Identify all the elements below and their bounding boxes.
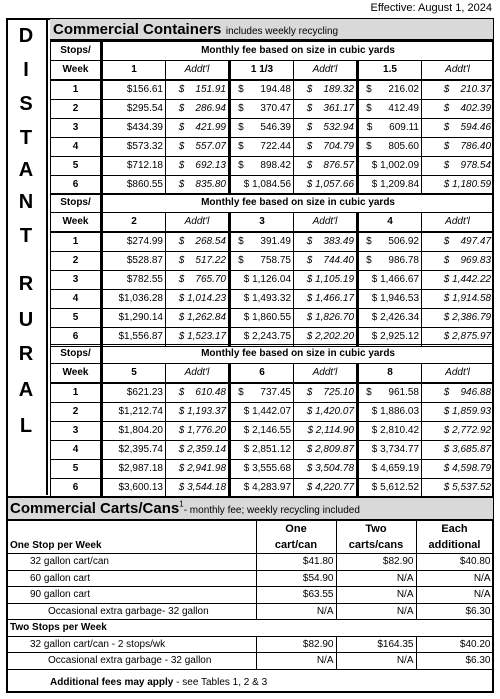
cart-fee: N/A: [256, 603, 336, 620]
distant-rural-label: [6, 18, 48, 495]
stops-value: 2: [51, 252, 102, 271]
fee-cell: $ 361.17: [294, 100, 358, 119]
fee-cell: $1,290.14: [102, 309, 166, 328]
fee-cell: $ 2,114.90: [294, 422, 358, 441]
fee-cell: $ 898.42: [230, 157, 294, 176]
col-each-additional-line1: Each: [416, 521, 493, 538]
fee-cell: $ 2,202.20: [294, 328, 358, 347]
side-letter: U: [18, 309, 34, 331]
side-letter: T: [19, 127, 33, 149]
fee-cell: $ 4,283.97: [230, 479, 294, 498]
fee-cell: $ 1,466.17: [294, 290, 358, 309]
table-row: [51, 80, 494, 100]
size-row: [51, 213, 494, 233]
carts-row: [8, 570, 493, 587]
fee-cell: $ 2,941.98: [166, 460, 230, 479]
carts-row: [8, 587, 493, 604]
table-row: [51, 100, 494, 119]
stops-value: 2: [51, 403, 102, 422]
side-letter: S: [19, 93, 33, 115]
table-row: [51, 403, 494, 422]
fee-cell: $ 946.88: [422, 383, 494, 403]
table-row: [51, 157, 494, 176]
stops-value: 6: [51, 176, 102, 195]
fee-cell: $ 1,193.37: [166, 403, 230, 422]
fee-cell: $ 969.83: [422, 252, 494, 271]
commercial-containers-header: [50, 19, 493, 41]
fee-cell: $ 1,420.07: [294, 403, 358, 422]
fee-cell: $ 1,014.23: [166, 290, 230, 309]
fee-cell: $ 2,925.12: [358, 328, 422, 347]
fee-cell: $ 744.40: [294, 252, 358, 271]
fee-cell: $ 383.49: [294, 232, 358, 252]
week-label: Week: [51, 61, 102, 81]
fee-cell: $621.23: [102, 383, 166, 403]
col-one-cart-line2: cart/can: [256, 537, 336, 554]
cart-fee: $82.90: [336, 554, 416, 571]
fee-header: Monthly fee based on size in cubic yards: [102, 194, 494, 213]
cart-fee: $6.30: [416, 653, 493, 670]
cart-fee: N/A: [416, 570, 493, 587]
fee-cell: $ 835.80: [166, 176, 230, 195]
table-row: [51, 271, 494, 290]
fee-cell: $712.18: [102, 157, 166, 176]
fee-cell: $ 876.57: [294, 157, 358, 176]
fee-cell: $ 1,442.07: [230, 403, 294, 422]
cart-fee: N/A: [336, 603, 416, 620]
fee-cell: $ 546.39: [230, 119, 294, 138]
header-row: [51, 42, 494, 61]
stops-value: 1: [51, 383, 102, 403]
fee-cell: $ 151.91: [166, 80, 230, 100]
side-letter: A: [18, 379, 34, 401]
fee-cell: $ 725.10: [294, 383, 358, 403]
fee-cell: $ 2,810.42: [358, 422, 422, 441]
cart-fee: $40.80: [416, 554, 493, 571]
fee-cell: $ 3,685.87: [422, 441, 494, 460]
fee-cell: $ 194.48: [230, 80, 294, 100]
size-header: 2: [102, 213, 166, 233]
carts-table: [8, 520, 494, 670]
addtl-header: Addt'l: [422, 364, 494, 384]
fee-cell: $ 2,359.14: [166, 441, 230, 460]
side-letter: N: [18, 191, 34, 213]
addtl-header: Addt'l: [422, 61, 494, 81]
commercial-containers-subtitle: includes weekly recycling: [225, 26, 339, 37]
stops-label: Stops/: [51, 42, 102, 61]
fee-cell: $ 2,851.12: [230, 441, 294, 460]
fee-cell: $ 737.45: [230, 383, 294, 403]
addtl-header: Addt'l: [166, 213, 230, 233]
fee-cell: $ 370.47: [230, 100, 294, 119]
col-one-cart-line1: One: [256, 521, 336, 538]
fee-cell: $ 286.94: [166, 100, 230, 119]
fee-header: Monthly fee based on size in cubic yards: [102, 345, 494, 364]
size-header: 8: [358, 364, 422, 384]
fee-cell: $ 216.02: [358, 80, 422, 100]
stops-value: 3: [51, 119, 102, 138]
header-row: [51, 194, 494, 213]
fee-cell: $295.54: [102, 100, 166, 119]
carts-subtitle: - monthly fee; weekly recycling included: [183, 505, 360, 516]
cart-fee: N/A: [416, 587, 493, 604]
fee-cell: $ 978.54: [422, 157, 494, 176]
carts-footnote-marker: 1: [179, 499, 184, 509]
fee-cell: $1,556.87: [102, 328, 166, 347]
fee-cell: $ 210.37: [422, 80, 494, 100]
stops-value: 4: [51, 441, 102, 460]
cart-label: 90 gallon cart: [8, 587, 256, 604]
fee-cell: $2,395.74: [102, 441, 166, 460]
stops-value: 2: [51, 100, 102, 119]
fee-cell: $ 1,126.04: [230, 271, 294, 290]
container-fee-table-2: [50, 193, 494, 347]
cart-fee: N/A: [336, 653, 416, 670]
fee-cell: $ 805.60: [358, 138, 422, 157]
size-header: 6: [230, 364, 294, 384]
stops-value: 4: [51, 138, 102, 157]
fee-cell: $ 3,544.18: [166, 479, 230, 498]
addtl-header: Addt'l: [422, 213, 494, 233]
fee-cell: $ 961.58: [358, 383, 422, 403]
effective-date: Effective: August 1, 2024: [370, 2, 492, 14]
stops-value: 5: [51, 157, 102, 176]
fee-cell: $ 3,504.78: [294, 460, 358, 479]
blank-cell: [8, 521, 256, 538]
fee-cell: $ 2,243.75: [230, 328, 294, 347]
week-label: Week: [51, 213, 102, 233]
table-row: [51, 441, 494, 460]
fee-cell: $ 4,659.19: [358, 460, 422, 479]
fee-cell: $ 1,493.32: [230, 290, 294, 309]
size-row: [51, 61, 494, 81]
fee-cell: $156.61: [102, 80, 166, 100]
fee-cell: $ 1,084.56: [230, 176, 294, 195]
fee-cell: $ 421.99: [166, 119, 230, 138]
fee-cell: $ 1,002.09: [358, 157, 422, 176]
fee-cell: $860.55: [102, 176, 166, 195]
fee-cell: $ 2,809.87: [294, 441, 358, 460]
fee-cell: $ 1,105.19: [294, 271, 358, 290]
carts-title: Commercial Carts/Cans: [10, 500, 180, 517]
cart-label: 32 gallon cart/can: [8, 554, 256, 571]
fee-cell: $ 1,859.93: [422, 403, 494, 422]
table-row: [51, 422, 494, 441]
table-row: [51, 138, 494, 157]
fee-cell: $ 391.49: [230, 232, 294, 252]
fee-cell: $573.32: [102, 138, 166, 157]
stops-value: 5: [51, 309, 102, 328]
fee-cell: $ 506.92: [358, 232, 422, 252]
side-letter: R: [18, 343, 34, 365]
fee-cell: $ 4,598.79: [422, 460, 494, 479]
carts-row: [8, 554, 493, 571]
fee-cell: $ 1,523.17: [166, 328, 230, 347]
fee-cell: $ 1,826.70: [294, 309, 358, 328]
cart-fee: $82.90: [256, 636, 336, 653]
carts-row: [8, 653, 493, 670]
size-header: 3: [230, 213, 294, 233]
fee-cell: $ 722.44: [230, 138, 294, 157]
cart-label: Occasional extra garbage - 32 gallon: [8, 653, 256, 670]
table-row: [51, 460, 494, 479]
fee-cell: $528.87: [102, 252, 166, 271]
stops-value: 6: [51, 328, 102, 347]
stops-value: 1: [51, 80, 102, 100]
size-header: 4: [358, 213, 422, 233]
fee-cell: $ 557.07: [166, 138, 230, 157]
table-row: [51, 309, 494, 328]
fee-cell: $ 758.75: [230, 252, 294, 271]
cart-fee: $54.90: [256, 570, 336, 587]
container-fee-table-3: [50, 344, 494, 498]
section-row: [8, 620, 493, 637]
stops-value: 4: [51, 290, 102, 309]
col-each-additional-line2: additional: [416, 537, 493, 554]
size-row: [51, 364, 494, 384]
week-label: Week: [51, 364, 102, 384]
cart-fee: $164.35: [336, 636, 416, 653]
section-one-stop: One Stop per Week: [8, 537, 256, 554]
header-row: [51, 345, 494, 364]
fee-cell: $ 609.11: [358, 119, 422, 138]
fee-cell: $ 1,057.66: [294, 176, 358, 195]
fee-cell: $1,804.20: [102, 422, 166, 441]
stops-label: Stops/: [51, 345, 102, 364]
col-two-carts-line1: Two: [336, 521, 416, 538]
fee-header: Monthly fee based on size in cubic yards: [102, 42, 494, 61]
cart-label: 60 gallon cart: [8, 570, 256, 587]
table-row: [51, 252, 494, 271]
cart-fee: $40.20: [416, 636, 493, 653]
fee-cell: $ 986.78: [358, 252, 422, 271]
cart-label: Occasional extra garbage- 32 gallon: [8, 603, 256, 620]
fee-cell: $ 786.40: [422, 138, 494, 157]
commercial-carts-header: [8, 496, 493, 520]
fee-cell: $ 692.13: [166, 157, 230, 176]
fee-cell: $ 3,555.68: [230, 460, 294, 479]
addtl-header: Addt'l: [166, 61, 230, 81]
fee-cell: $ 5,612.52: [358, 479, 422, 498]
stops-value: 3: [51, 422, 102, 441]
table-row: [51, 232, 494, 252]
table-row: [51, 290, 494, 309]
fee-cell: $ 402.39: [422, 100, 494, 119]
fee-cell: $ 704.79: [294, 138, 358, 157]
fee-cell: $ 1,914.58: [422, 290, 494, 309]
side-letter: D: [18, 25, 34, 47]
section-two-stops: Two Stops per Week: [8, 620, 256, 637]
fee-cell: $ 189.32: [294, 80, 358, 100]
fee-cell: $ 517.22: [166, 252, 230, 271]
fee-cell: $ 1,262.84: [166, 309, 230, 328]
fee-cell: $ 497.47: [422, 232, 494, 252]
fee-cell: $ 2,426.34: [358, 309, 422, 328]
fee-cell: $ 594.46: [422, 119, 494, 138]
fee-cell: $ 3,734.77: [358, 441, 422, 460]
fee-cell: $ 532.94: [294, 119, 358, 138]
fee-cell: $ 1,886.03: [358, 403, 422, 422]
cart-fee: $41.80: [256, 554, 336, 571]
side-letter: A: [18, 159, 34, 181]
cart-fee: N/A: [256, 653, 336, 670]
addtl-header: Addt'l: [294, 61, 358, 81]
size-header: 1: [102, 61, 166, 81]
fee-cell: $782.55: [102, 271, 166, 290]
cart-fee: $6.30: [416, 603, 493, 620]
cart-fee: N/A: [336, 570, 416, 587]
size-header: 1.5: [358, 61, 422, 81]
carts-row: [8, 636, 493, 653]
fee-cell: $ 2,772.92: [422, 422, 494, 441]
fee-cell: $3,600.13: [102, 479, 166, 498]
container-fee-table-1: [50, 41, 494, 195]
carts-row: [8, 603, 493, 620]
fee-cell: $434.39: [102, 119, 166, 138]
fee-cell: $ 2,146.55: [230, 422, 294, 441]
fee-cell: $ 2,875.97: [422, 328, 494, 347]
table-row: [51, 119, 494, 138]
fee-cell: $ 2,386.79: [422, 309, 494, 328]
stops-value: 1: [51, 232, 102, 252]
table-row: [51, 176, 494, 195]
col-two-carts-line2: carts/cans: [336, 537, 416, 554]
note-rest: - see Tables 1, 2 & 3: [173, 677, 268, 688]
side-letter: T: [19, 225, 33, 247]
fee-cell: $1,036.28: [102, 290, 166, 309]
addtl-header: Addt'l: [294, 364, 358, 384]
additional-fees-note: [50, 677, 267, 688]
fee-cell: $274.99: [102, 232, 166, 252]
fee-cell: $ 1,946.53: [358, 290, 422, 309]
stops-label: Stops/: [51, 194, 102, 213]
fee-cell: $1,212.74: [102, 403, 166, 422]
side-letter: L: [19, 415, 33, 437]
stops-value: 6: [51, 479, 102, 498]
fee-cell: $ 765.70: [166, 271, 230, 290]
stops-value: 3: [51, 271, 102, 290]
cart-fee: $63.55: [256, 587, 336, 604]
carts-header-row-2: [8, 537, 493, 554]
fee-cell: $ 1,776.20: [166, 422, 230, 441]
stops-value: 5: [51, 460, 102, 479]
note-bold: Additional fees may apply: [50, 677, 174, 688]
cart-label: 32 gallon cart/can - 2 stops/wk: [8, 636, 256, 653]
fee-cell: $ 4,220.77: [294, 479, 358, 498]
fee-cell: $ 610.48: [166, 383, 230, 403]
fee-cell: $ 1,180.59: [422, 176, 494, 195]
side-letter: I: [23, 59, 29, 81]
addtl-header: Addt'l: [166, 364, 230, 384]
fee-cell: $ 268.54: [166, 232, 230, 252]
table-row: [51, 479, 494, 498]
side-letter: R: [18, 273, 34, 295]
fee-cell: $ 1,209.84: [358, 176, 422, 195]
carts-header-row: [8, 521, 493, 538]
fee-cell: $ 412.49: [358, 100, 422, 119]
fee-cell: $ 1,466.67: [358, 271, 422, 290]
table-row: [51, 383, 494, 403]
size-header: 1 1/3: [230, 61, 294, 81]
cart-fee: N/A: [336, 587, 416, 604]
addtl-header: Addt'l: [294, 213, 358, 233]
commercial-containers-title: Commercial Containers: [53, 21, 222, 38]
fee-cell: $2,987.18: [102, 460, 166, 479]
size-header: 5: [102, 364, 166, 384]
fee-cell: $ 1,442.22: [422, 271, 494, 290]
fee-cell: $ 5,537.52: [422, 479, 494, 498]
fee-cell: $ 1,860.55: [230, 309, 294, 328]
